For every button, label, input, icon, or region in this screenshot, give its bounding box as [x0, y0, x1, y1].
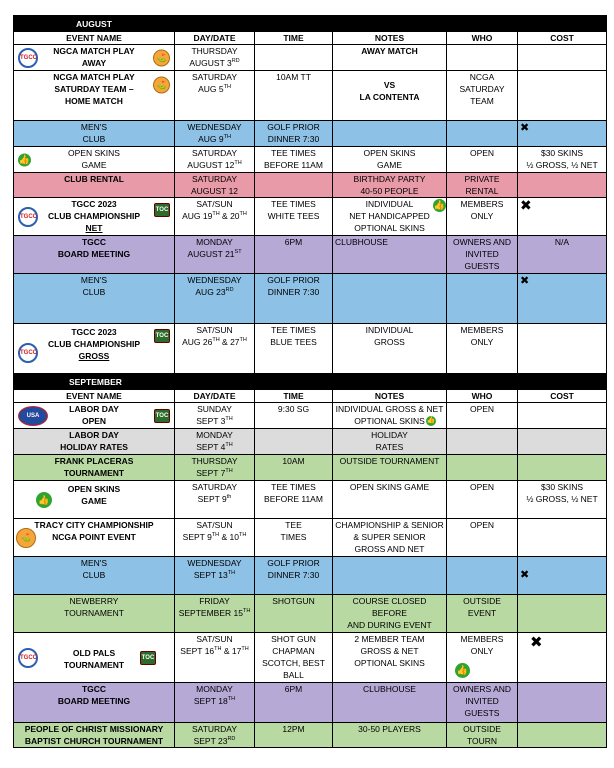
header-row	[14, 390, 607, 403]
table-row: NEWBERRY TOURNAMENT FRIDAY SEPTEMBER 15TH SHOTGUN COURSE CLOSED BEFORE AND DURING EVENT OUTSIDE EVENT	[14, 595, 607, 633]
table-row: TGCC TGCC 2023 CLUB CHAMPIONSHIP NET TOC SAT/SUN AUG 19TH & 20TH TEE TIMES WHITE TEES INDIVIDUAL NET HANDICAPPED OPTIONAL SKINS 👍 MEMBERS ONLY ✖	[14, 198, 607, 236]
table-row: TGCC OLD PALS TOURNAMENT TOC SAT/SUN SEPT 16TH & 17TH SHOT GUN CHAPMAN SCOTCH, BEST BALL 2 MEMBER TEAM GROSS & NET OPTIONAL SKINS MEMBERS ONLY 👍 ✖	[14, 633, 607, 683]
fork-knife-icon: ✖	[520, 275, 530, 287]
col-notes: NOTES	[333, 32, 447, 45]
table-row: MEN'S CLUB WEDNESDAY AUG 9TH GOLF PRIOR DINNER 7:30 ✖	[14, 121, 607, 147]
toc: TOC	[154, 203, 170, 217]
thumbs-up-icon: 👍	[36, 492, 52, 508]
table-row: 👍 OPEN SKINS GAME SATURDAY AUGUST 12TH TEE TIMES BEFORE 11AM OPEN SKINS GAME OPEN $30 SKINS ½ GROSS, ½ NET	[14, 147, 607, 173]
table-row: ⛳ TRACY CITY CHAMPIONSHIP NCGA POINT EVENT SAT/SUN SEPT 9TH & 10TH TEE TIMES CHAMPIONSHIP & SENIOR & SUPER SENIOR GROSS AND NET OPEN	[14, 519, 607, 557]
calendar	[13, 15, 606, 748]
col-cost: COST	[518, 390, 607, 403]
table-row: 👍 OPEN SKINS GAME SATURDAY SEPT 9th TEE TIMES BEFORE 11AM OPEN SKINS GAME OPEN $30 SKINS ½ GROSS, ½ NET	[14, 481, 607, 519]
fork-knife-icon: ✖	[520, 122, 530, 134]
table-row: MEN'S CLUB WEDNESDAY SEPT 13TH GOLF PRIOR DINNER 7:30 ✖	[14, 557, 607, 595]
tracy-logo: TGCC	[18, 343, 38, 363]
fork-knife-icon: ✖	[530, 634, 543, 651]
schedule-table	[13, 15, 607, 748]
table-row: TGCC BOARD MEETING MONDAY SEPT 18TH 6PM CLUBHOUSE OWNERS AND INVITED GUESTS	[14, 683, 607, 723]
thumbs-up-icon: 👍	[433, 200, 446, 210]
tracy-logo: TGCC	[18, 207, 38, 227]
ncga-logo: ⛳	[153, 49, 170, 66]
table-row: TGCC NGCA MATCH PLAY AWAY ⛳ THURSDAY AUGUST 3RD AWAY MATCH	[14, 45, 607, 71]
table-row: TGCC TGCC 2023 CLUB CHAMPIONSHIP GROSS TOC SAT/SUN AUG 26TH & 27TH TEE TIMES BLUE TEES INDIVIDUAL GROSS MEMBERS ONLY	[14, 324, 607, 374]
fork-knife-icon: ✖	[520, 197, 532, 213]
col-cost: COST	[518, 32, 607, 45]
table-row: LABOR DAY HOLIDAY RATES MONDAY SEPT 4TH HOLIDAY RATES	[14, 429, 607, 455]
table-row: TGCC BOARD MEETING MONDAY AUGUST 21ST 6PM CLUBHOUSE OWNERS AND INVITED GUESTS N/A	[14, 236, 607, 274]
month-title-august: AUGUST	[14, 16, 607, 32]
usa-logo: USA	[18, 406, 48, 426]
thumbs-up-icon: 👍	[455, 663, 470, 678]
tracy-logo: TGCC	[18, 648, 38, 668]
col-notes: NOTES	[333, 390, 447, 403]
table-row: NCGA MATCH PLAY SATURDAY TEAM – HOME MATCH ⛳ SATURDAY AUG 5TH 10AM TT VS LA CONTENTA NCGA SATURDAY TEAM	[14, 71, 607, 121]
thumbs-up-icon: 👍	[18, 154, 31, 164]
col-day-date: DAY/DATE	[175, 32, 255, 45]
ncga-logo: ⛳	[153, 77, 170, 94]
ncga-logo: ⛳	[16, 528, 36, 548]
header-row	[14, 32, 607, 45]
col-who: WHO	[447, 390, 518, 403]
table-row: USA LABOR DAY OPEN TOC SUNDAY SEPT 3TH 9:30 SG INDIVIDUAL GROSS & NET OPTIONAL SKINS 👍 OPEN	[14, 403, 607, 429]
toc: TOC	[154, 329, 170, 343]
col-event-name: EVENT NAME	[14, 32, 175, 45]
table-row: FRANK PLACERAS TOURNAMENT THURSDAY SEPT 7TH 10AM OUTSIDE TOURNAMENT	[14, 455, 607, 481]
toc: TOC	[140, 651, 156, 665]
month-title-september: SEPTEMBER	[14, 374, 607, 390]
col-time: TIME	[255, 390, 333, 403]
col-who: WHO	[447, 32, 518, 45]
table-row: MEN'S CLUB WEDNESDAY AUG 23RD GOLF PRIOR DINNER 7:30 ✖	[14, 274, 607, 324]
col-time: TIME	[255, 32, 333, 45]
col-day-date: DAY/DATE	[175, 390, 255, 403]
toc: TOC	[154, 409, 170, 423]
tracy-logo: TGCC	[18, 48, 38, 68]
fork-knife-icon: ✖	[520, 569, 530, 581]
col-event-name: EVENT NAME	[14, 390, 175, 403]
thumbs-up-icon: 👍	[426, 417, 436, 424]
table-row: CLUB RENTAL SATURDAY AUGUST 12 BIRTHDAY PARTY 40-50 PEOPLE PRIVATE RENTAL	[14, 173, 607, 198]
table-row: PEOPLE OF CHRIST MISSIONARY BAPTIST CHURCH TOURNAMENT SATURDAY SEPT 23RD 12PM 30-50 PLAYERS OUTSIDE TOURN	[14, 723, 607, 748]
